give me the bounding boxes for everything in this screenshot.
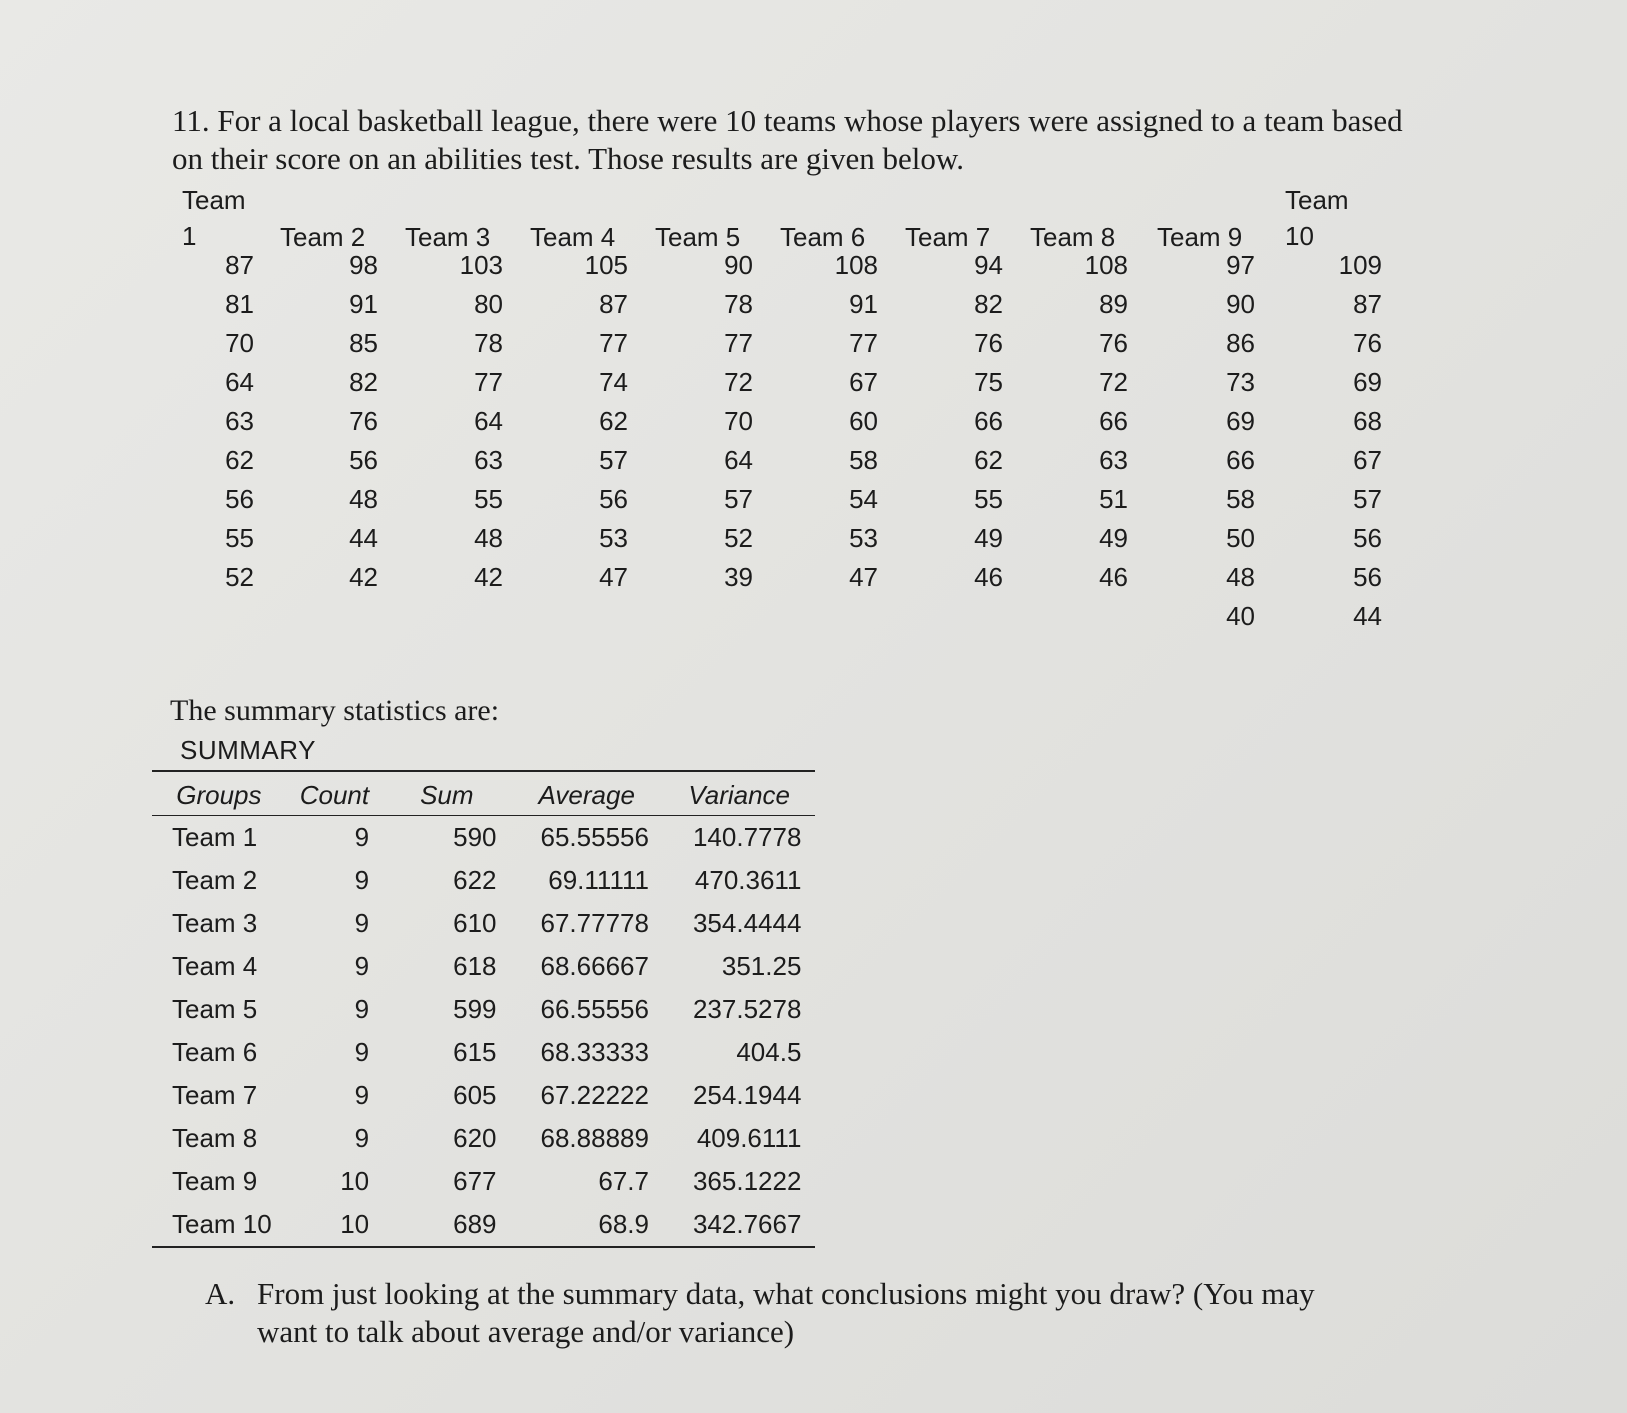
score-cell: 109 [1338,250,1382,280]
count-cell: 10 [340,1166,370,1196]
score-cell: 62 [599,406,628,436]
score-cell: 56 [599,484,628,514]
summary-row [152,1160,815,1203]
sum-cell: 620 [453,1123,497,1153]
average-cell: 67.7 [598,1166,649,1196]
score-cell: 49 [974,523,1003,553]
score-cell: 69 [1353,367,1382,397]
score-cell: 56 [225,484,254,514]
count-cell: 9 [354,994,370,1024]
score-cell: 39 [724,562,753,592]
score-cell: 64 [724,445,753,475]
score-cell: 72 [724,367,753,397]
score-cell: 76 [974,328,1003,358]
team-header: Team 4 [530,222,616,252]
score-cell: 80 [474,289,503,319]
score-cell: 98 [349,250,378,280]
group-cell: Team 7 [172,1080,258,1110]
count-cell: 9 [354,908,370,938]
score-cell: 52 [225,562,254,592]
score-cell: 87 [599,289,628,319]
score-cell: 77 [849,328,878,358]
sum-cell: 689 [453,1209,497,1239]
score-cell: 66 [1226,445,1255,475]
score-cell: 66 [1099,406,1128,436]
score-cell: 87 [225,250,254,280]
scores-table [170,186,1450,656]
average-cell: 68.33333 [540,1037,649,1067]
score-cell: 55 [474,484,503,514]
score-cell: 56 [1353,523,1382,553]
score-cell: 53 [599,523,628,553]
score-cell: 90 [1226,289,1255,319]
col-header-count: Count [286,771,383,816]
score-cell: 73 [1226,367,1255,397]
score-cell: 67 [1353,445,1382,475]
average-cell: 68.88889 [540,1123,649,1153]
score-cell: 46 [1099,562,1128,592]
team-header: Team 6 [780,222,866,252]
score-cell: 57 [1353,484,1382,514]
variance-cell: 254.1944 [692,1080,802,1110]
score-cell: 55 [225,523,254,553]
average-cell: 67.22222 [540,1080,649,1110]
summary-title: SUMMARY [180,735,316,765]
summary-row [152,1117,815,1160]
score-cell: 89 [1099,289,1128,319]
score-cell: 58 [1226,484,1255,514]
average-cell: 65.55556 [540,822,649,852]
score-cell: 78 [474,328,503,358]
score-cell: 62 [974,445,1003,475]
group-cell: Team 9 [172,1166,258,1196]
score-cell: 57 [599,445,628,475]
score-cell: 91 [349,289,378,319]
score-cell: 56 [1353,562,1382,592]
score-cell: 70 [724,406,753,436]
score-cell: 62 [225,445,254,475]
score-cell: 85 [349,328,378,358]
group-cell: Team 8 [172,1123,258,1153]
score-cell: 77 [474,367,503,397]
average-cell: 67.77778 [540,908,649,938]
score-cell: 63 [1099,445,1128,475]
score-cell: 94 [974,250,1003,280]
average-cell: 66.55556 [540,994,649,1024]
score-cell: 105 [584,250,628,280]
score-cell: 64 [474,406,503,436]
summary-row [152,945,815,988]
score-cell: 50 [1226,523,1255,553]
col-header-variance: Variance [663,771,815,816]
average-cell: 68.9 [598,1209,649,1239]
summary-lead-text: The summary statistics are: [170,694,500,727]
score-cell: 77 [599,328,628,358]
summary-header-row [152,771,815,816]
score-cell: 70 [225,328,254,358]
score-cell: 64 [225,367,254,397]
part-a-question [205,1275,1405,1351]
score-cell: 54 [849,484,878,514]
score-cell: 103 [459,250,503,280]
team-header: Team 7 [905,222,991,252]
part-a-line-2: want to talk about average and/or variance) [257,1314,795,1349]
average-cell: 69.11111 [548,865,649,895]
count-cell: 10 [340,1209,370,1239]
count-cell: 9 [354,951,370,981]
group-cell: Team 5 [172,994,258,1024]
sum-cell: 610 [453,908,497,938]
count-cell: 9 [354,1123,370,1153]
score-cell: 46 [974,562,1003,592]
score-cell: 55 [974,484,1003,514]
variance-cell: 404.5 [736,1037,802,1067]
score-cell: 76 [1099,328,1128,358]
team-header: Team 8 [1030,222,1116,252]
score-cell: 47 [599,562,628,592]
group-cell: Team 1 [172,822,258,852]
score-cell: 91 [849,289,878,319]
team-header: Team 10 [1285,185,1349,251]
team-header: Team 2 [280,222,366,252]
summary-row [152,988,815,1031]
count-cell: 9 [354,1037,370,1067]
score-cell: 51 [1099,484,1128,514]
sum-cell: 615 [453,1037,497,1067]
score-cell: 53 [849,523,878,553]
score-cell: 108 [834,250,878,280]
sum-cell: 622 [453,865,497,895]
col-header-sum: Sum [383,771,510,816]
question-text: 11. For a local basketball league, there were 10 teams whose players were assigned to a team based on their score on an abilities test. Those results are given below. [172,103,1403,176]
variance-cell: 342.7667 [692,1209,802,1239]
score-cell: 52 [724,523,753,553]
score-cell: 58 [849,445,878,475]
score-cell: 57 [724,484,753,514]
score-cell: 82 [974,289,1003,319]
score-cell: 90 [724,250,753,280]
sum-cell: 677 [453,1166,497,1196]
score-cell: 77 [724,328,753,358]
score-cell: 63 [474,445,503,475]
score-cell: 82 [349,367,378,397]
score-cell: 78 [724,289,753,319]
group-cell: Team 2 [172,865,258,895]
score-cell: 87 [1353,289,1382,319]
summary-row [152,1203,815,1247]
count-cell: 9 [354,865,370,895]
col-header-groups: Groups [152,771,286,816]
count-cell: 9 [354,1080,370,1110]
team-header: Team 9 [1157,222,1243,252]
variance-cell: 140.7778 [692,822,802,852]
col-header-average: Average [511,771,663,816]
score-cell: 42 [349,562,378,592]
score-cell: 44 [349,523,378,553]
score-cell: 60 [849,406,878,436]
score-cell: 48 [349,484,378,514]
average-cell: 68.66667 [540,951,649,981]
score-cell: 48 [474,523,503,553]
variance-cell: 351.25 [721,951,802,981]
score-cell: 76 [349,406,378,436]
score-cell: 63 [225,406,254,436]
score-cell: 74 [599,367,628,397]
score-cell: 66 [974,406,1003,436]
summary-row [152,859,815,902]
score-cell: 49 [1099,523,1128,553]
score-cell: 76 [1353,328,1382,358]
group-cell: Team 4 [172,951,258,981]
sum-cell: 618 [453,951,497,981]
score-cell: 81 [225,289,254,319]
score-cell: 56 [349,445,378,475]
summary-row [152,1031,815,1074]
variance-cell: 409.6111 [696,1123,802,1153]
score-cell: 72 [1099,367,1128,397]
sum-cell: 599 [453,994,497,1024]
score-cell: 42 [474,562,503,592]
score-cell: 69 [1226,406,1255,436]
group-cell: Team 3 [172,908,258,938]
group-cell: Team 6 [172,1037,258,1067]
score-cell: 108 [1084,250,1128,280]
group-cell: Team 10 [172,1209,272,1239]
team-header: Team 3 [405,222,491,252]
sum-cell: 605 [453,1080,497,1110]
part-a-label: A. [205,1276,236,1311]
variance-cell: 365.1222 [692,1166,802,1196]
summary-row [152,1074,815,1117]
variance-cell: 470.3611 [694,865,802,895]
variance-cell: 237.5278 [692,994,802,1024]
part-a-line-1: From just looking at the summary data, what conclusions might you draw? (You may [257,1276,1315,1311]
score-cell: 86 [1226,328,1255,358]
summary-table [152,770,815,1248]
count-cell: 9 [354,822,370,852]
score-cell: 44 [1353,601,1382,631]
score-cell: 75 [974,367,1003,397]
score-cell: 97 [1226,250,1255,280]
team-header: Team 1 [182,185,246,251]
score-cell: 40 [1226,601,1255,631]
variance-cell: 354.4444 [692,908,802,938]
score-cell: 67 [849,367,878,397]
summary-row [152,902,815,945]
score-cell: 47 [849,562,878,592]
score-cell: 68 [1353,406,1382,436]
summary-row [152,816,815,860]
team-header: Team 5 [655,222,741,252]
sum-cell: 590 [453,822,497,852]
score-cell: 48 [1226,562,1255,592]
